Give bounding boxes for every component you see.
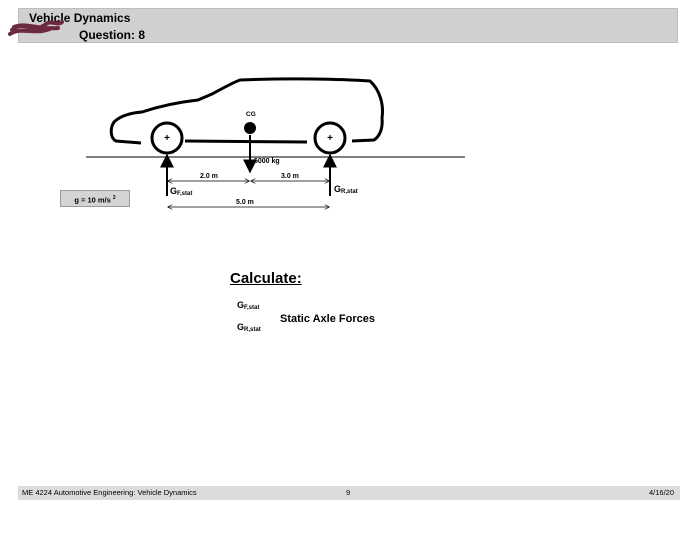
cg-label: CG [246, 111, 256, 118]
front-dim-label: 2.0 m [200, 173, 218, 180]
course-name: ME 4224 Automotive Engineering: Vehicle Dynamics [22, 488, 197, 497]
rear-wheel-center-icon: + [327, 133, 333, 144]
gravity-box: g = 10 m/s $^2$ [60, 190, 130, 207]
slide-footer [18, 486, 680, 500]
page-number: 9 [346, 488, 351, 497]
rear-dim-label: 3.0 m [281, 173, 299, 180]
cg-point [244, 122, 256, 134]
slide-date: 4/16/20 [648, 488, 674, 497]
slide-title: Vehicle Dynamics [29, 11, 131, 25]
front-force-label: $G_{F,stat}$ [170, 186, 193, 197]
wheelbase-label: 5.0 m [236, 199, 254, 206]
mass-label: 5000 kg [254, 158, 280, 165]
front-wheel-center-icon: + [164, 133, 170, 144]
calculate-heading: Calculate: [230, 270, 302, 287]
static-axle-forces-label: Static Axle Forces [280, 313, 375, 325]
question-number: Question: 8 [79, 28, 146, 42]
calc-item-front-axle: $G_{F,stat}$ [237, 300, 260, 311]
rear-force-label: $G_{R,stat}$ [334, 184, 358, 195]
calc-item-rear-axle: $G_{R,stat}$ [237, 322, 261, 333]
